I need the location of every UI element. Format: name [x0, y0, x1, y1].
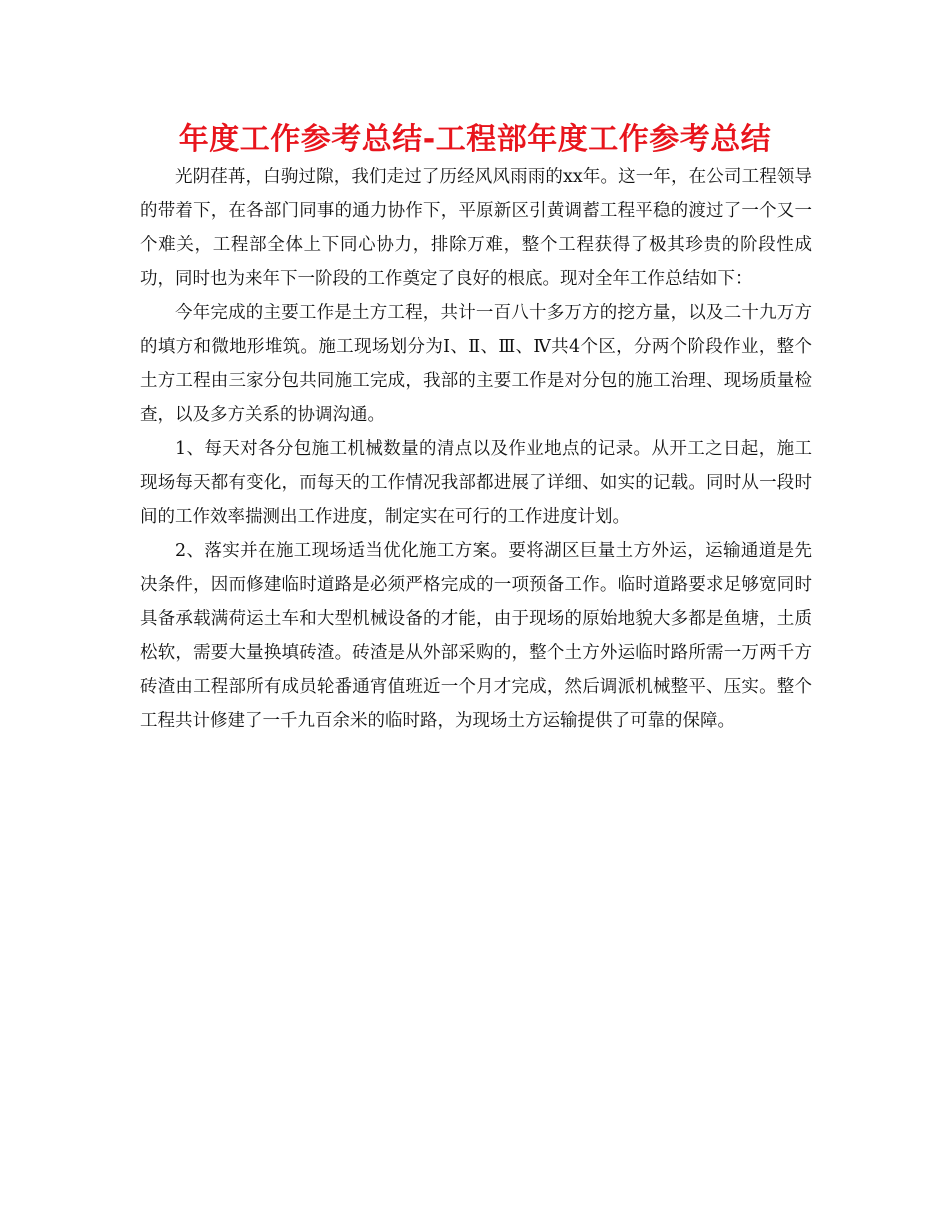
paragraph-main-work: 今年完成的主要工作是土方工程，共计一百八十多万方的挖方量，以及二十九万方的填方和微地形堆筑。施工现场划分为Ⅰ、Ⅱ、Ⅲ、Ⅳ共4个区，分两个阶段作业，整个土方工程由三家分包共同施工完成，我部的主要工作是对分包的施工治理、现场质量检查，以及多方关系的协调沟通。: [140, 303, 812, 425]
paragraph-item-2: 2、落实并在施工现场适当优化施工方案。要将湖区巨量土方外运，运输通道是先决条件，因而修建临时道路是必须严格完成的一项预备工作。临时道路要求足够宽同时具备承载满荷运土车和大型机械设备的才能，由于现场的原始地貌大多都是鱼塘，土质松软，需要大量换填砖渣。砖渣是从外部采购的，整个土方外运临时路所需一万两千方砖渣由工程部所有成员轮番通宵值班近一个月才完成，然后调派机械整平、压实。整个工程共计修建了一千九百余米的临时路，为现场土方运输提供了可靠的保障。: [140, 541, 812, 731]
paragraph-intro: 光阴荏苒，白驹过隙，我们走过了历经风风雨雨的xx年。这一年，在公司工程领导的带着下，在各部门同事的通力协作下，平原新区引黄调蓄工程平稳的渡过了一个又一个难关，工程部全体上下同心协力，排除万难，整个工程获得了极其珍贵的阶段性成功，同时也为来年下一阶段的工作奠定了良好的根底。现对全年工作总结如下：: [140, 167, 812, 289]
document-title: 年度工作参考总结-工程部年度工作参考总结: [178, 122, 772, 157]
paragraph-item-1: 1、每天对各分包施工机械数量的清点以及作业地点的记录。从开工之日起，施工现场每天都有变化，而每天的工作情况我部都进展了详细、如实的记载。同时从一段时间的工作效率揣测出工作进度，制定实在可行的工作进度计划。: [140, 439, 812, 527]
document-body: [140, 160, 812, 738]
